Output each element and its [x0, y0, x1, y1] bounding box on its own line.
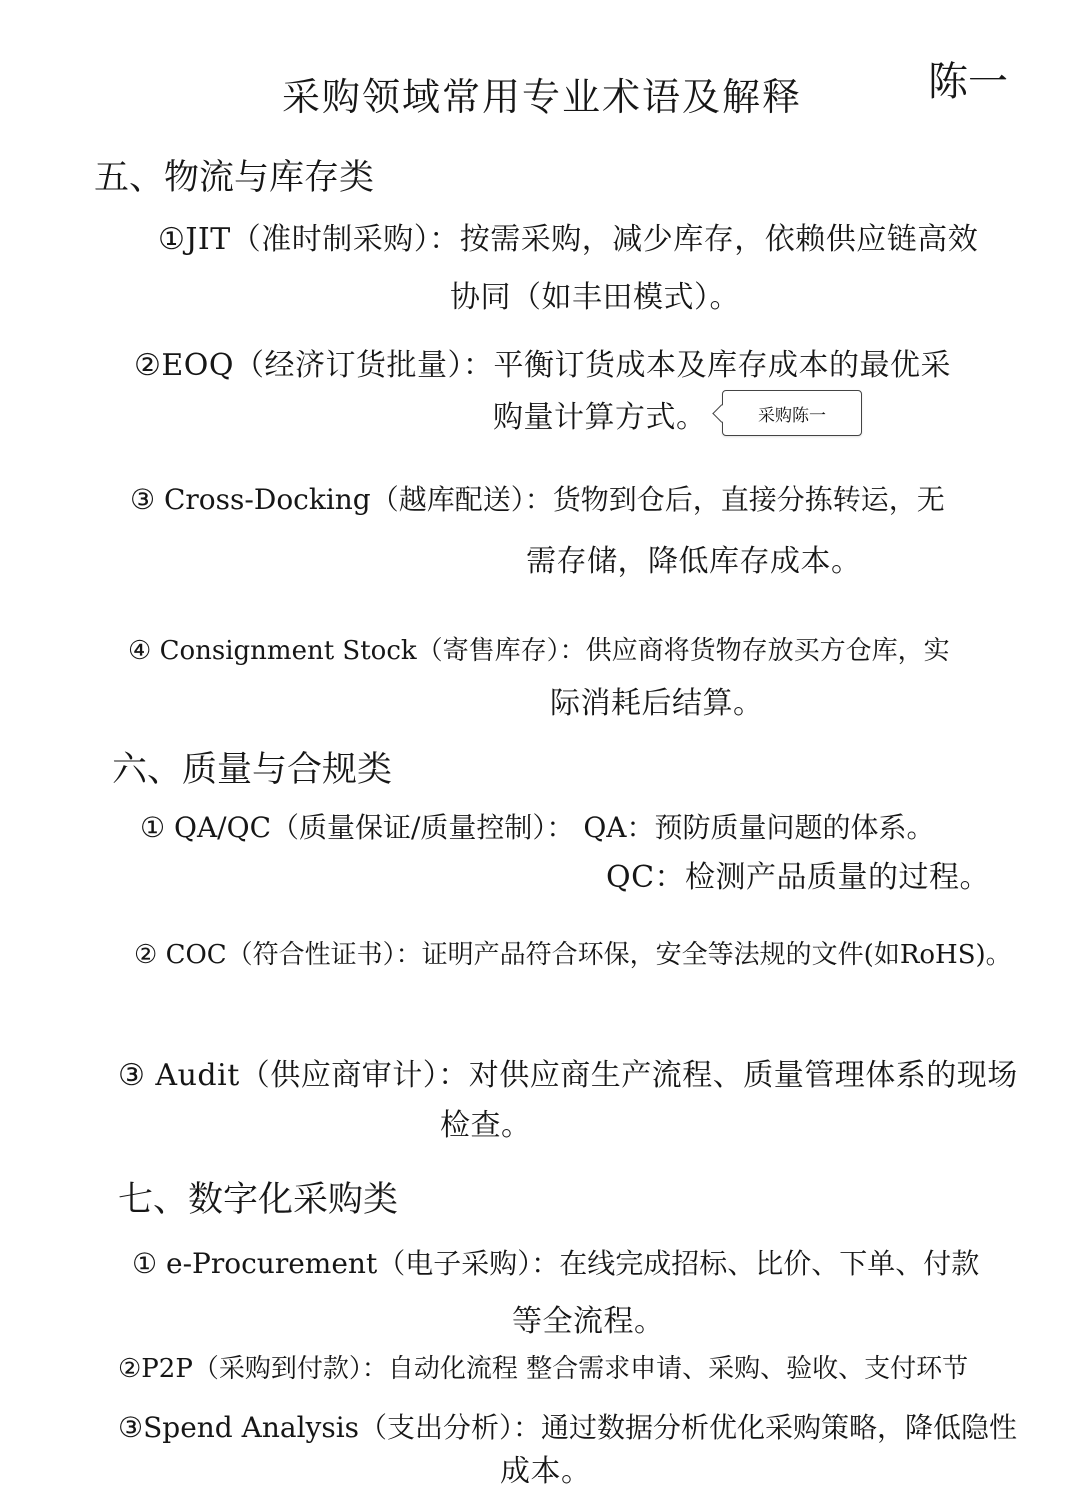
term-qa-qc-line2: QC：检测产品质量的过程。 [606, 860, 991, 895]
term-eoq-line2: 购量计算方式。 [493, 400, 707, 435]
section-heading-logistics: 五、物流与库存类 [94, 158, 375, 198]
term-p2p-line1: ②P2P（采购到付款）：自动化流程 整合需求申请、采购、验收、支付环节 [118, 1354, 969, 1384]
term-jit-line2: 协同（如丰田模式）。 [450, 280, 740, 315]
page-title: 采购领域常用专业术语及解释 [282, 75, 803, 119]
term-cross-docking-line1: ③ Cross-Docking（越库配送）：货物到仓后，直接分拣转运，无 [130, 483, 945, 516]
section-heading-digital: 七、数字化采购类 [118, 1180, 399, 1220]
term-jit-line1: ①JIT（准时制采购）：按需采购，减少库存，依赖供应链高效 [158, 222, 979, 257]
term-spend-analysis-line2: 成本。 [500, 1454, 592, 1489]
term-audit-line1: ③ Audit（供应商审计）：对供应商生产流程、质量管理体系的现场 [118, 1058, 1018, 1093]
term-spend-analysis-line1: ③Spend Analysis（支出分析）：通过数据分析优化采购策略，降低隐性 [118, 1411, 1018, 1444]
term-e-procurement-line1: ① e-Procurement（电子采购）：在线完成招标、比价、下单、付款 [132, 1247, 980, 1280]
term-cross-docking-line2: 需存储，降低库存成本。 [526, 544, 862, 579]
term-audit-line2: 检查。 [440, 1108, 532, 1143]
term-consignment-stock-line2: 际消耗后结算。 [550, 686, 764, 721]
term-e-procurement-line2: 等全流程。 [512, 1304, 665, 1339]
term-consignment-stock-line1: ④ Consignment Stock（寄售库存）：供应商将货物存放买方仓库，实 [128, 636, 950, 666]
author-name: 陈一 [928, 59, 1008, 105]
term-qa-qc-line1: ① QA/QC（质量保证/质量控制）： QA：预防质量问题的体系。 [140, 811, 935, 844]
term-eoq-line1: ②EOQ（经济订货批量）：平衡订货成本及库存成本的最优采 [134, 348, 951, 383]
term-coc-line1: ② COC（符合性证书）：证明产品符合环保，安全等法规的文件(如RoHS)。 [134, 940, 1012, 970]
watermark-tag: 采购陈一 [722, 390, 862, 436]
section-heading-quality: 六、质量与合规类 [112, 750, 393, 790]
